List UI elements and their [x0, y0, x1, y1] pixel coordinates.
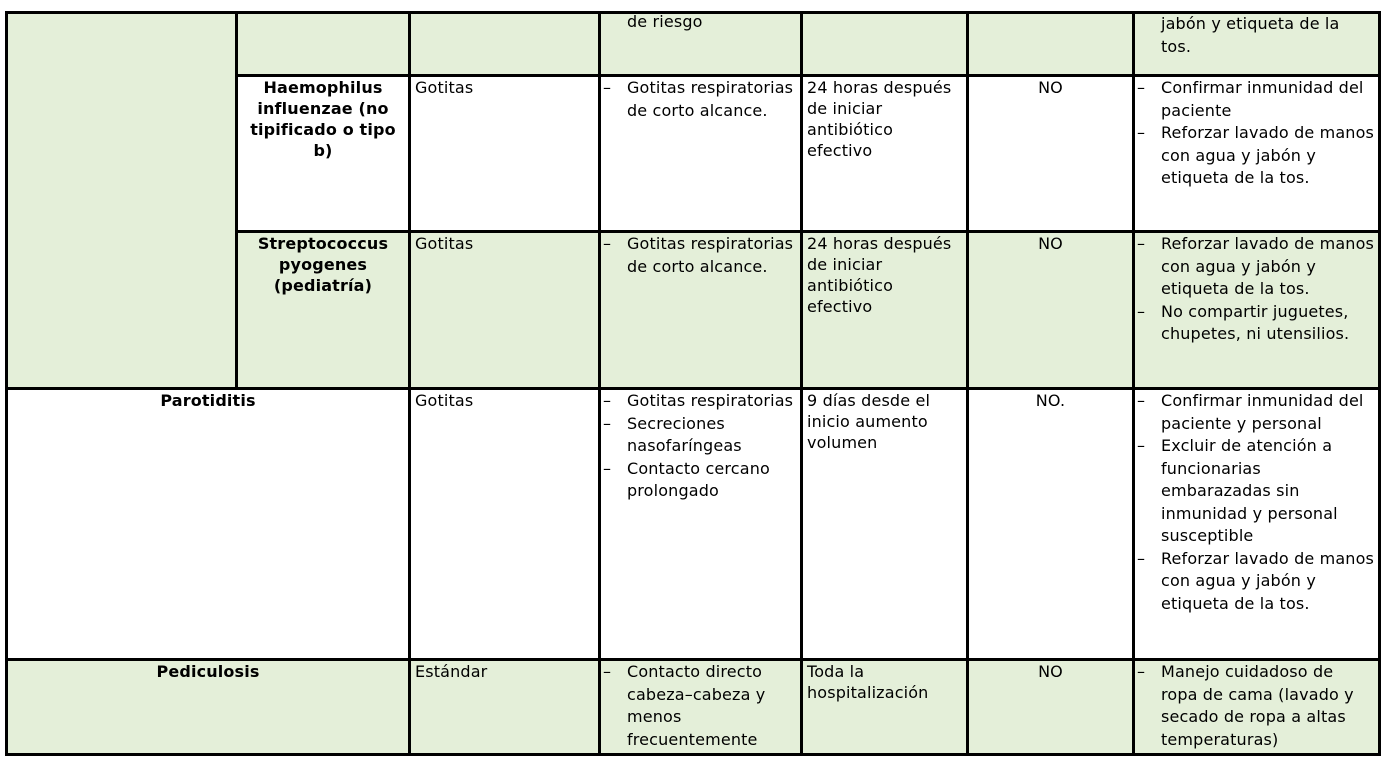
list-item: – Contacto cercano prolongado	[603, 458, 770, 500]
transmission-cell	[600, 389, 802, 660]
type-cell: Gotitas	[410, 389, 600, 660]
transmission-cell	[600, 76, 802, 232]
list-item: – Gotitas respiratorias	[603, 391, 794, 410]
list-item: – Reforzar lavado de manos con agua y jabón y etiqueta de la tos.	[1137, 548, 1375, 613]
organism-cell: Streptococcus pyogenes (pediatría)	[237, 232, 410, 389]
isolation-cell: NO	[968, 232, 1134, 389]
list-item: – No compartir juguetes, chupetes, ni utensilios.	[1137, 301, 1350, 343]
list-item: – Confirmar inmunidad del paciente	[1137, 78, 1364, 120]
transmission-cell	[600, 660, 802, 755]
type-cell	[410, 13, 600, 76]
list-item: – Reforzar lavado de manos con agua y jabón y etiqueta de la tos.	[1137, 123, 1375, 187]
isolation-cell	[968, 13, 1134, 76]
table-row	[7, 660, 1380, 755]
isolation-cell: NO.	[968, 389, 1134, 660]
measures-cell	[1134, 13, 1380, 76]
list-item: – Contacto directo cabeza–cabeza y menos frecuentemente	[603, 662, 766, 749]
isolation-cell: NO	[968, 660, 1134, 755]
measures-cell	[1134, 660, 1380, 755]
measures-cell	[1134, 232, 1380, 389]
list-item: – Gotitas respiratorias de corto alcance.	[603, 78, 794, 120]
measures-text: jabón y etiqueta de la tos.	[1161, 14, 1340, 56]
list-item: – Gotitas respiratorias de corto alcance.	[603, 234, 794, 276]
measures-cell	[1134, 389, 1380, 660]
type-cell: Estándar	[410, 660, 600, 755]
isolation-cell: NO	[968, 76, 1134, 232]
table-row	[7, 389, 1380, 660]
isolation-table	[5, 11, 1381, 756]
transmission-cell	[600, 13, 802, 76]
list-item: – Excluir de atención a funcionarias embarazadas sin inmunidad y personal susceptible	[1137, 436, 1338, 545]
list-item: – Secreciones nasofaríngeas	[603, 413, 742, 455]
list-item: – Reforzar lavado de manos con agua y jabón y etiqueta de la tos.	[1137, 234, 1375, 298]
disease-cell-merged	[7, 13, 237, 389]
duration-cell	[802, 13, 968, 76]
organism-cell	[237, 13, 410, 76]
list-item: – Confirmar inmunidad del paciente y personal	[1137, 391, 1364, 433]
duration-cell: 24 horas después de iniciar antibiótico efectivo	[802, 232, 968, 389]
list-item: – Manejo cuidadoso de ropa de cama (lavado y secado de ropa a altas temperaturas)	[1137, 662, 1354, 749]
duration-cell: 9 días desde el inicio aumento volumen	[802, 389, 968, 660]
transmission-cell	[600, 232, 802, 389]
organism-cell: Haemophilus influenzae (no tipificado o tipo b)	[237, 76, 410, 232]
type-cell: Gotitas	[410, 232, 600, 389]
duration-cell: 24 horas después de iniciar antibiótico efectivo	[802, 76, 968, 232]
duration-cell: Toda la hospitalización	[802, 660, 968, 755]
type-cell: Gotitas	[410, 76, 600, 232]
transmission-text: de riesgo	[627, 12, 703, 31]
table-row	[7, 13, 1380, 76]
disease-cell: Parotiditis	[7, 389, 410, 660]
measures-cell	[1134, 76, 1380, 232]
disease-cell: Pediculosis	[7, 660, 410, 755]
